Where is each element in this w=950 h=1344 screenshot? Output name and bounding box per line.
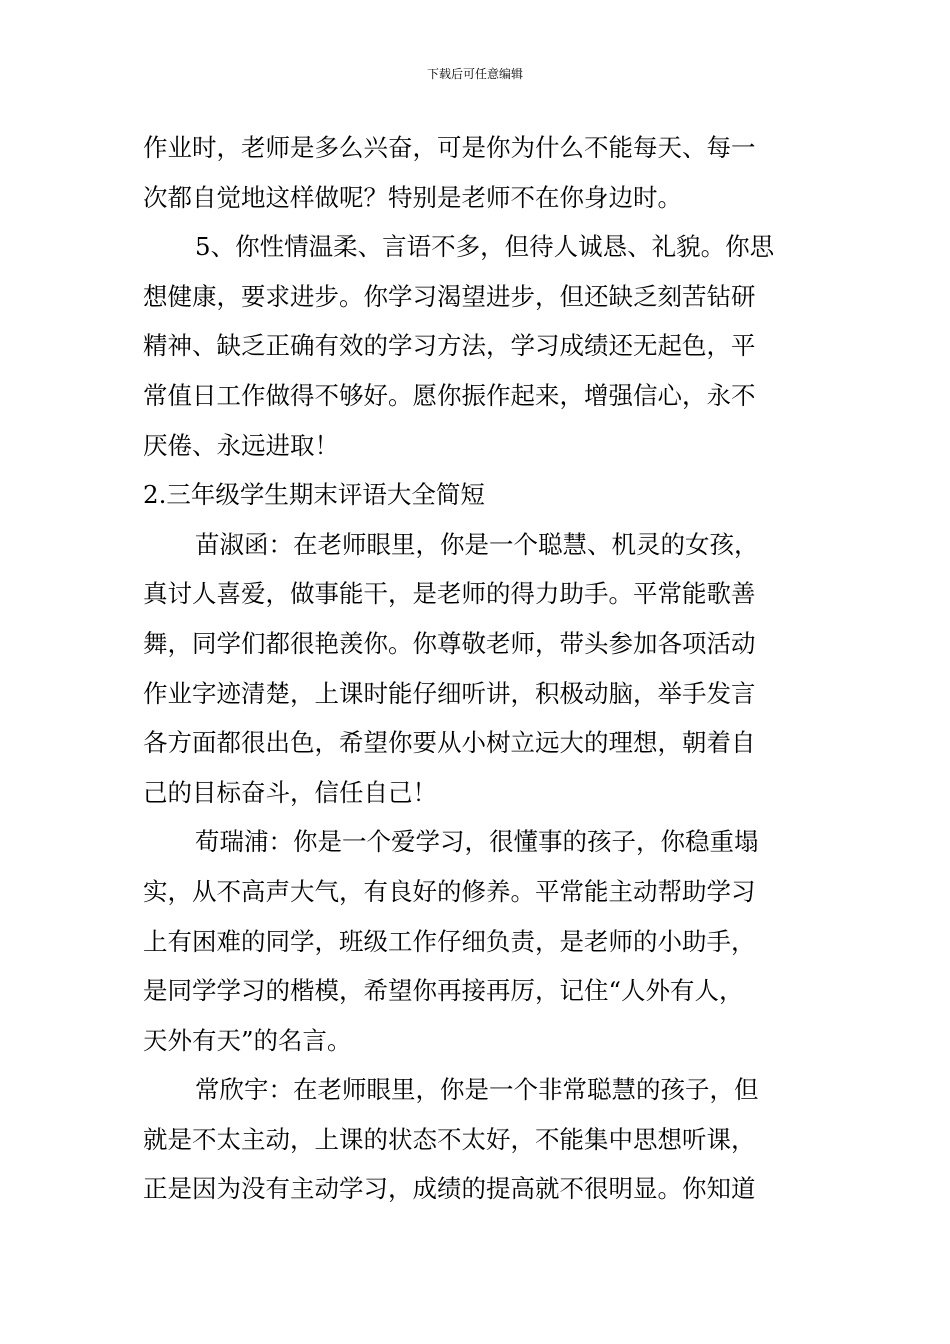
text-line: 5、你性情温柔、言语不多，但待人诚恳、礼貌。你思 (195, 232, 775, 262)
text-line: 上有困难的同学，班级工作仔细负责，是老师的小助手， (143, 926, 756, 956)
text-line: 荀瑞浦：你是一个爱学习，很懂事的孩子，你稳重塌 (195, 827, 759, 857)
text-line: 常值日工作做得不够好。愿你振作起来，增强信心，永不 (143, 380, 756, 410)
text-line: 苗淑函：在老师眼里，你是一个聪慧、机灵的女孩， (195, 529, 759, 559)
text-line: 天外有天”的名言。 (143, 1025, 352, 1055)
text-line: 想健康，要求进步。你学习渴望进步，但还缺乏刻苦钻研 (143, 281, 756, 311)
text-line: 实，从不高声大气，有良好的修养。平常能主动帮助学习 (143, 876, 756, 906)
text-line: 次都自觉地这样做呢？特别是老师不在你身边时。 (143, 182, 682, 212)
text-line: 己的目标奋斗，信任自己！ (143, 777, 437, 807)
text-line: 舞，同学们都很艳羡你。你尊敬老师，带头参加各项活动 (143, 628, 756, 658)
text-line: 是同学学习的楷模，希望你再接再厉，记住“人外有人， (143, 976, 744, 1006)
document-body (143, 123, 809, 1214)
text-line: 各方面都很出色，希望你要从小树立远大的理想，朝着自 (143, 728, 756, 758)
text-line: 作业时，老师是多么兴奋，可是你为什么不能每天、每一 (143, 133, 756, 162)
text-line: 厌倦、永远进取！ (143, 430, 339, 460)
text-line: 2.三年级学生期末评语大全简短 (143, 480, 485, 510)
text-line: 作业字迹清楚，上课时能仔细听讲，积极动脑，举手发言 (143, 678, 756, 708)
text-line: 常欣宇：在老师眼里，你是一个非常聪慧的孩子，但 (195, 1075, 759, 1105)
text-line: 真讨人喜爱，做事能干，是老师的得力助手。平常能歌善 (143, 579, 756, 609)
page-header: 下载后可任意编辑 (426, 67, 523, 81)
text-line: 精神、缺乏正确有效的学习方法，学习成绩还无起色，平 (143, 331, 756, 361)
text-line: 就是不太主动，上课的状态不太好，不能集中思想听课， (143, 1124, 756, 1154)
text-line: 正是因为没有主动学习，成绩的提高就不很明显。你知道 (143, 1174, 756, 1204)
